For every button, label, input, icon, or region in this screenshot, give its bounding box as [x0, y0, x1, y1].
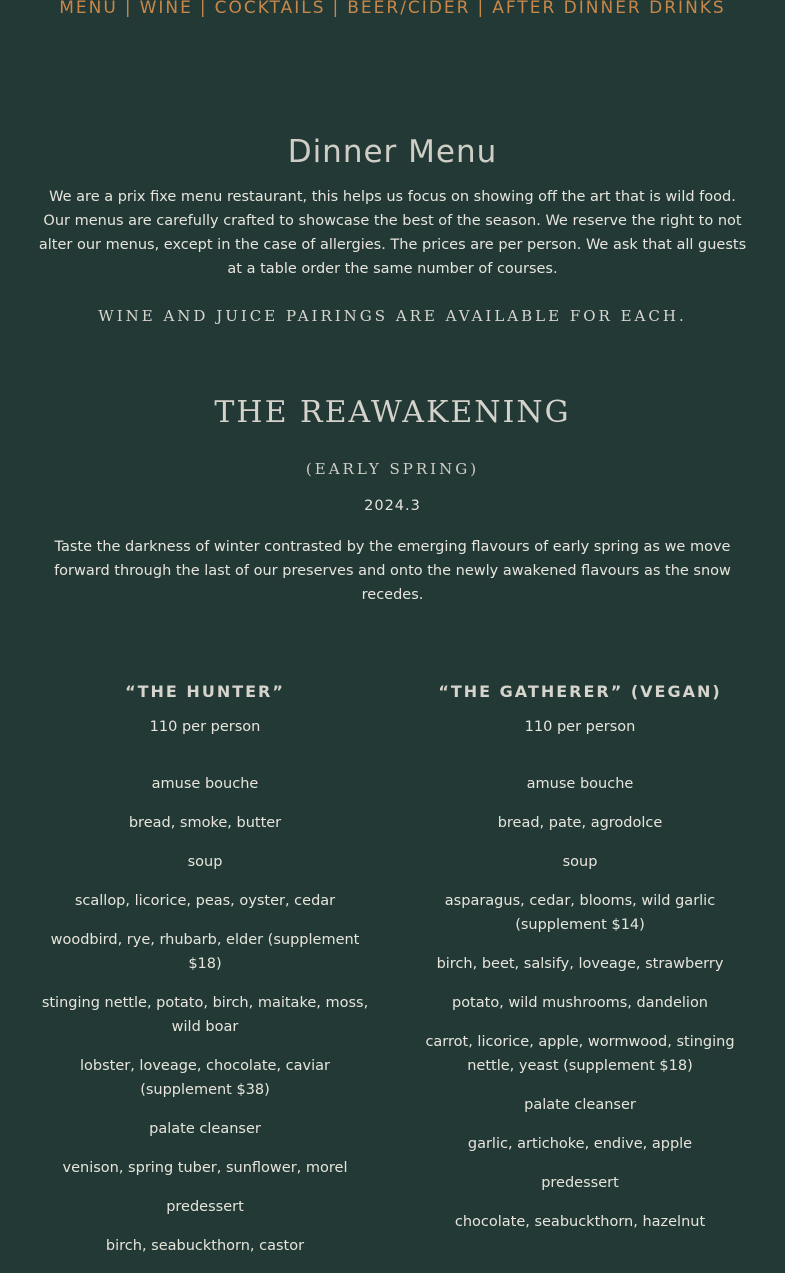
course-item: predessert: [166, 1199, 244, 1215]
course-item: amuse bouche: [151, 776, 259, 792]
course-list: [30, 772, 380, 1258]
nav-separator: |: [124, 0, 133, 18]
intro-paragraph: We are a prix fixe menu restaurant, this helps us focus on showing off the art that is wild food. Our menus are carefully crafted to showcase the best of the season. We reserve the right to not alter our menus, except in the case of allergies. The prices are per person. We ask that all guests at a table order the same number of courses.: [38, 189, 747, 277]
menu-title: “THE HUNTER”: [125, 682, 285, 701]
nav-link-after-dinner-drinks[interactable]: AFTER DINNER DRINKS: [492, 0, 726, 18]
course-item: bread, smoke, butter: [128, 815, 282, 831]
course-item: birch, beet, salsify, loveage, strawberry: [436, 956, 724, 972]
menu-column-gatherer: [410, 680, 750, 1249]
course-item: lobster, loveage, chocolate, caviar (supplement $38): [79, 1058, 330, 1098]
nav-link-cocktails[interactable]: COCKTAILS: [214, 0, 326, 18]
course-item: asparagus, cedar, blooms, wild garlic (supplement $14): [444, 893, 716, 933]
course-item: birch, seabuckthorn, castor: [105, 1238, 305, 1254]
course-item: chocolate, seabuckthorn, hazelnut: [454, 1214, 706, 1230]
nav-link-wine[interactable]: WINE: [139, 0, 193, 18]
course-item: soup: [187, 854, 223, 870]
course-list: [410, 772, 750, 1234]
course-item: garlic, artichoke, endive, apple: [467, 1136, 693, 1152]
top-navigation: [0, 0, 785, 20]
course-item: bread, pate, agrodolce: [497, 815, 663, 831]
course-item: amuse bouche: [526, 776, 634, 792]
course-item: predessert: [541, 1175, 619, 1191]
pairings-note: WINE AND JUICE PAIRINGS ARE AVAILABLE FOR EACH.: [98, 307, 687, 325]
course-item: palate cleanser: [524, 1097, 636, 1113]
course-item: venison, spring tuber, sunflower, morel: [62, 1160, 348, 1176]
nav-separator: |: [477, 0, 486, 18]
course-item: palate cleanser: [149, 1121, 261, 1137]
season-title: THE REAWAKENING: [214, 395, 571, 430]
course-item: scallop, licorice, peas, oyster, cedar: [74, 893, 336, 909]
menu-title: “THE GATHERER” (VEGAN): [438, 682, 722, 701]
nav-link-menu[interactable]: MENU: [59, 0, 118, 18]
menu-price: 110 per person: [149, 719, 261, 735]
menu-column-hunter: [30, 680, 380, 1273]
nav-separator: |: [199, 0, 208, 18]
nav-link-beer-cider[interactable]: BEER/CIDER: [347, 0, 471, 18]
season-subtitle: (EARLY SPRING): [305, 460, 480, 478]
nav-separator: |: [332, 0, 341, 18]
course-item: potato, wild mushrooms, dandelion: [451, 995, 708, 1011]
season-code: 2024.3: [364, 498, 421, 514]
season-description: Taste the darkness of winter contrasted by the emerging flavours of early spring as we move forward through the last of our preserves and onto the newly awakened flavours as the snow recedes.: [54, 539, 731, 603]
page-title: Dinner Menu: [287, 134, 498, 170]
course-item: woodbird, rye, rhubarb, elder (supplement $18): [50, 932, 360, 972]
course-item: stinging nettle, potato, birch, maitake, moss, wild boar: [41, 995, 369, 1035]
course-item: carrot, licorice, apple, wormwood, stinging nettle, yeast (supplement $18): [425, 1034, 735, 1074]
course-item: soup: [562, 854, 598, 870]
menu-price: 110 per person: [524, 719, 636, 735]
